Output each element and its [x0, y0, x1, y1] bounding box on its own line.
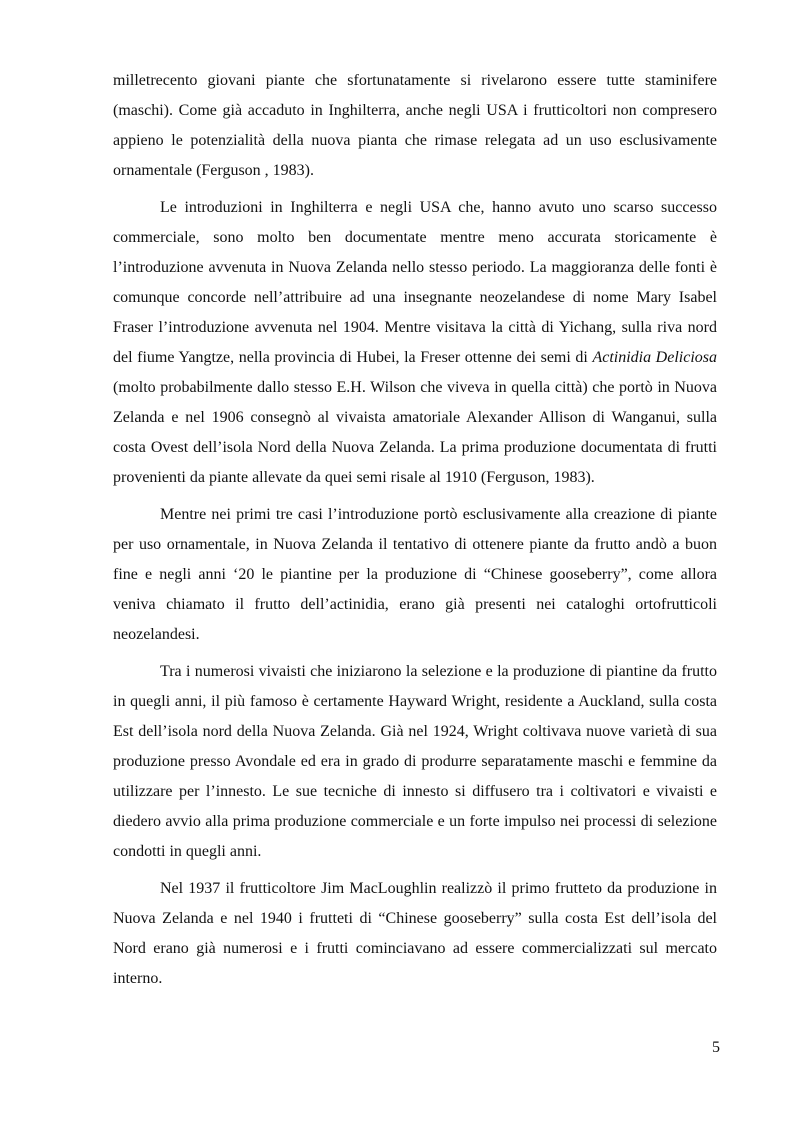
paragraph-3: Mentre nei primi tre casi l’introduzione portò esclusivamente alla creazione di piante per uso ornamentale, in Nuova Zelanda il tentativo di ottenere piante da frutto andò a buon fine e negli anni ‘20 le piantine per la produzione di “Chinese gooseberry”, come allora veniva chiamato il frutto dell’actinidia, erano già presenti nei cataloghi ortofrutticoli neozelandesi. [113, 506, 717, 643]
paragraph-2-text-after: (molto probabilmente dallo stesso E.H. Wilson che viveva in quella città) che portò in Nuova Zelanda e nel 1906 consegnò al vivaista amatoriale Alexander Allison di Wanganui, sulla costa Ovest dell’isola Nord della Nuova Zelanda. La prima produzione documentata di frutti provenienti da piante allevate da quei semi risale al 1910 (Ferguson, 1983). [113, 379, 717, 486]
paragraph-4: Tra i numerosi vivaisti che iniziarono la selezione e la produzione di piantine da frutto in quegli anni, il più famoso è certamente Hayward Wright, residente a Auckland, sulla costa Est dell’isola nord della Nuova Zelanda. Già nel 1924, Wright coltivava nuove varietà di sua produzione presso Avondale ed era in grado di produrre separatamente maschi e femmine da utilizzare per l’innesto. Le sue tecniche di innesto si diffusero tra i coltivatori e vivaisti e diedero avvio alla prima produzione commerciale e un forte impulso nei processi di selezione condotti in quegli anni. [113, 663, 717, 860]
page-number: 5 [712, 1039, 720, 1056]
paragraph-2-text-before: Le introduzioni in Inghilterra e negli USA che, hanno avuto uno scarso successo commerciale, sono molto ben documentate mentre meno accurata storicamente è l’introduzione avvenuta in Nuova Zelanda nello stesso periodo. La maggioranza delle fonti è comunque concorde nell’attribuire ad una insegnante neozelandese di nome Mary Isabel Fraser l’introduzione avvenuta nel 1904. Mentre visitava la città di Yichang, sulla riva nord del fiume Yangtze, nella provincia di Hubei, la Freser ottenne dei semi di [113, 199, 717, 366]
document-body [113, 66, 717, 994]
paragraph-2-species-name: Actinidia Deliciosa [592, 349, 717, 366]
paragraph-5: Nel 1937 il frutticoltore Jim MacLoughlin realizzò il primo frutteto da produzione in Nuova Zelanda e nel 1940 i frutteti di “Chinese gooseberry” sulla costa Est dell’isola del Nord erano già numerosi e i frutti cominciavano ad essere commercializzati sul mercato interno. [113, 880, 717, 987]
paragraph-1: milletrecento giovani piante che sfortunatamente si rivelarono essere tutte staminifere (maschi). Come già accaduto in Inghilterra, anche negli USA i frutticoltori non compresero appieno le potenzialità della nuova pianta che rimase relegata ad un uso esclusivamente ornamentale (Ferguson , 1983). [113, 72, 717, 179]
paragraph-2 [113, 193, 717, 493]
